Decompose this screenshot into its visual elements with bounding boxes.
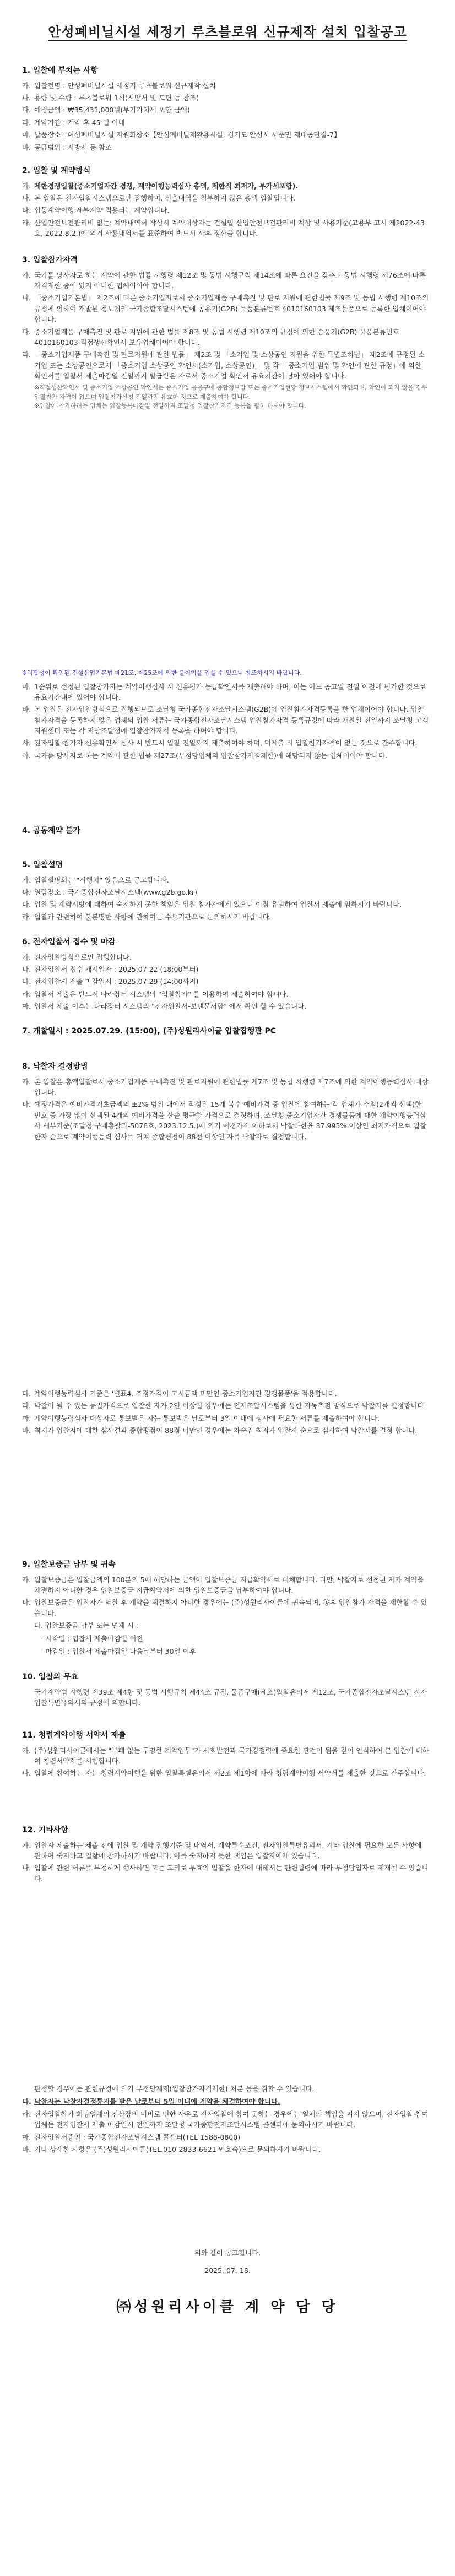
list-item: 바. 기타 상세한 사항은 (주)성원리사이클(TEL.010-2833-6621 인호숙)으로 문의하시기 바랍니다.: [22, 2145, 321, 2153]
issuer-name: ㈜성원리사이클 계 약 담 당: [116, 2299, 339, 2315]
list-item: 다. 입찰 및 계약시방에 대하여 숙지하지 못한 책임은 입찰 참가자에게 있으니 이점 유념하여 입찰서 제출에 임하시기 바랍니다.: [22, 900, 402, 909]
list-item: 라. 전자입찰참가 희망업체의 전산장비 미비로 인한 사유로 전자입찰에 참여 못하는 경우에는 일체의 책임을 지지 않으며, 전자입찰 참여 업체는 전자입찰서 제출 마감일시 전일까지 조달청 국가종합전자조달시스템 콜센터에 문의하시기 바랍니다.: [22, 2109, 429, 2129]
section-3: [22, 255, 430, 411]
section-heading: 10. 입찰의 무효: [22, 1673, 79, 1681]
list-item: 라. 낙찰이 될 수 있는 동일가격으로 입찰한 자가 2인 이상일 경우에는 전자조달시스템을 통한 자동추첨 방식으로 낙찰자를 결정합니다.: [22, 1401, 426, 1410]
list-item: 바. 본 입찰은 전자입찰방식으로 집행되므로 조달청 국가종합전자조달시스템(G2B)에 입찰참가자격등록을 한 업체이어야 합니다. 입찰참가자격을 등록하지 않은 업체의 입찰 서류는 국가종합전자조달시스템 입찰참가자격 등록규정에 따라 개찰일 전일까지 조달청 고객지원센터 또는 각 지방조달청에 입찰참가자격 등록을 하여야 합니다.: [22, 705, 429, 735]
section-heading: 5. 입찰설명: [22, 861, 63, 869]
section-4: [22, 825, 430, 841]
list-item: 나. 「중소기업기본법」 제2조에 따른 중소기업자로서 중소기업제품 구매촉진 및 판로 지원에 관한법률 제9조 및 동법 시행령 제10조의 규정에 의하여 개발된 정보처리 국가종합조달시스템에 공용기(G2B) 물품분류번호 4010160103 제조물품으로 등록한 업체이어야 합니다.: [22, 294, 429, 324]
list-item: 마. 입찰서 제출 이후는 나라장터 시스템의 "전자입찰서-보낸문서함" 에서 확인 할 수 있습니다.: [22, 1002, 307, 1011]
section-10: [22, 1671, 430, 1710]
section-12-continued: [22, 2082, 430, 2156]
list-item: 라. 입찰서 제출은 반드시 나라장터 시스템의 "입찰참가" 를 이용하여 제출하여야 합니다.: [22, 989, 289, 998]
list-item: 아. 국가를 당사자로 하는 계약에 관한 법률 제27조(부정당업체의 입찰참가자격제한)에 해당되지 않는 업체이어야 합니다.: [22, 751, 387, 760]
list-item: 마. 1순위로 선정된 입찰참가자는 계약이행심사 시 신용평가 등급확인서를 제출해야 하며, 이는 어느 공고일 전일 이전에 평가한 것으로 유효기간내에 있어야 합니다.: [22, 682, 426, 701]
section-heading: 3. 입찰참가자격: [22, 256, 78, 264]
list-item: - 마감일 : 입찰서 제출마감일 다음날부터 30일 이후: [34, 1647, 196, 1655]
body-text: 판정할 경우에는 관련규정에 의거 부정당제재(입찰참가자격제한) 처분 등을 취할 수 있습니다.: [34, 2085, 315, 2093]
section-8: [22, 1061, 430, 1144]
list-item: 가. 입찰자 제출하는 제출 전에 입찰 및 계약 집행기준 및 내역서, 계약특수조건, 전자입찰특별유의서, 기타 입찰에 필요한 모든 사항에 관하여 숙지하고 입찰에 참가하시기 바랍니다. 이를 숙지하지 못한 책임은 입찰자에게 있습니다.: [22, 1841, 422, 1860]
section-heading: 9. 입찰보증금 납부 및 귀속: [22, 1560, 116, 1569]
section-12: [22, 1825, 430, 1886]
section-heading: 11. 청렴계약이행 서약서 제출: [22, 1731, 126, 1740]
list-item: 마. 전자입찰서중인 : 국가종합전자조달시스템 콜센터(TEL 1588-0800): [22, 2133, 241, 2141]
list-item: 다. 협동계약이행 세부계약 적용되는 계약입니다.: [22, 206, 170, 215]
list-item: 가. 국가를 당사자로 하는 계약에 관한 법률 시행령 제12조 및 동법 시행규칙 제14조에 따른 요건을 갖추고 동법 시행령 제76조에 따른 자격제한 중에 있지 아니한 업체이어야 합니다.: [22, 270, 426, 290]
list-item: 가. 입찰보증금은 입찰금액의 100분의 5에 해당하는 금액이 입찰보증금 지급확약서로 대체합니다. 다만, 낙찰자로 선정된 자가 계약을 체결하지 아니한 경우 입찰보증금 지급확약서에 의한 입찰보증금을 납부하여야 합니다.: [22, 1575, 424, 1595]
note-text: ※직접생산확인서 및 중소기업 소상공인 확인서는 중소기업 공공구매 종합정보망 또는 중소기업현황 정보시스템에서 확인되며, 확인이 되지 않을 경우 입찰참가 자격이 없으며 입찰참가신청 전일까지 유효한 것으로 제출하여야 합니다. ※입찰에 참가하려는 업체는 입찰등록마감일 전일까지 조달청 입찰참가자격 등록을 필히 하셔야 합니다.: [34, 384, 427, 410]
list-item: 나. 입찰에 참여하는 자는 청렴계약이행을 위한 입찰특별유의서 제2조 제1항에 따라 청렴계약이행 서약서를 제출한 것으로 간주합니다.: [22, 1769, 426, 1778]
list-item: 나. 예정가격은 예비가격기초금액의 ±2% 범위 내에서 작성된 15개 복수 예비가격 중 입찰에 참여하는 각 업체가 추첨(2개씩 선택)한 번호 중 가장 많이 선택된 4개의 예비가격을 산술 평균한 가격으로 결정하며, 조달청 중소기업자간 경쟁물품에 대한 계약이행능력심사 세부기준(조달청 구매총괄과-5076호, 2023.12.5.)에 의거 예정가격 이하로서 낙찰하한율 87.995% 이상인 최저가격으로 입찰한자 순으로 계약이행능력 심사를 거쳐 종합평점이 88점 이상인 자를 낙찰자로 결정합니다.: [22, 1100, 427, 1141]
list-item: 나. 열람장소 : 국가종합전자조달시스템(www.g2b.go.kr): [22, 888, 198, 897]
list-item: 나. 전자입찰서 접수 개시일자 : 2025.07.22 (18:00부터): [22, 965, 199, 974]
list-item: 가. 본 입찰은 총액입찰로서 중소기업제품 구매촉진 및 판로지원에 관한법률 제7조 및 동법 시행령 제7조에 의한 계약이행능력심사 대상입니다.: [22, 1077, 429, 1097]
list-item: 라. 「중소기업제품 구매촉진 및 판로지원에 관한 법률」 제2조 및 「소기업 및 소상공인 지원을 위한 특별조치법」 제2조에 규정된 소기업 또는 소상공인으로서 「중소기업 소상공인 확인서(소기업, 소상공인)」 및 각 「중소기업 범위 및 확인에 관한 규정」에 의한 확인서를 입찰서 제출마감일 전일까지 발급받은 자로서 중소기업 확인서 유효기간이 남아 있어야 합니다.: [22, 350, 425, 381]
section-5: [22, 859, 430, 924]
list-item: 라. 입찰과 관련하여 불분명한 사항에 관하여는 수요기관으로 문의하시기 바랍니다.: [22, 912, 272, 921]
list-item: 나. 입찰에 관련 서류를 부정하게 행사하면 또는 고의로 무효의 입찰을 한자에 대해서는 관련법령에 따라 부정당업자로 제재될 수 있습니다.: [22, 1864, 429, 1883]
list-item: 다. 계약이행능력심사 기준은 '별표4. 추정가격이 고시금액 미만인 중소기업자간 경쟁물품'을 적용합니다.: [22, 1389, 337, 1398]
section-8-continued: [22, 1388, 430, 1438]
list-item: 바. 공급범위 : 시방서 등 참조: [22, 143, 112, 151]
list-item: 다. 입찰보증금 납부 또는 면제 시 :: [34, 1621, 139, 1630]
body-text: 국가계약법 시행령 제39조 제4항 및 동법 시행규칙 제44조 규정, 물품구매(제조)입찰유의서 제12조, 국가종합전자조달시스템 전자입찰특별유의서의 규정에 의합니다.: [34, 1687, 427, 1707]
list-item: 가. 전자입찰방식으로만 집행합니다.: [22, 953, 132, 961]
list-item: 가. (주)성원리사이클에서는 "부패 없는 투명한 계약업무"가 사회발전과 국가경쟁력에 중요한 관건이 됨을 깊이 인식하여 본 입찰에 대하여 청렴서약제를 시행합니다.: [22, 1746, 429, 1766]
notice-date: 2025. 07. 18.: [204, 2266, 251, 2275]
list-item: 마. 계약이행능력심사 대상자로 통보받은 자는 통보받은 날로부터 3일 이내에 심사에 필요한 서류를 제출하여야 합니다.: [22, 1414, 380, 1422]
section-11: [22, 1730, 430, 1781]
list-item: 가. 제한경쟁입찰(중소기업자간 경쟁, 계약이행능력심사 총액, 제한적 최저가, 부가세포함).: [22, 181, 299, 190]
list-item: 나. 입찰보증금은 입찰자가 낙찰 후 계약을 체결하지 아니한 경우에는 (주)성원리사이클에 귀속되며, 향후 입찰참가 자격을 제한할 수 있습니다.: [22, 1598, 427, 1617]
section-6: [22, 937, 430, 1014]
section-9: [22, 1559, 430, 1659]
list-item: 마. 납품장소 : 여성폐비닐시설 자원화장소【안성폐비닐재활용시설, 경기도 안성시 서운면 제대공단길-7】: [22, 131, 341, 139]
list-item: 가. 입찰설명회는 "시행치" 않음으로 공고합니다.: [22, 875, 169, 884]
list-item: 다. 낙찰자는 낙찰자결정통지를 받은 날로부터 5일 이내에 계약을 체결하여야 합니다.: [22, 2097, 280, 2106]
list-item: 다. 전자입찰서 제출 마감일시 : 2025.07.29 (14:00까지): [22, 977, 199, 986]
section-1: [22, 65, 430, 154]
section-7: [22, 1026, 430, 1041]
notice-closing: 위와 같이 공고합니다.: [194, 2249, 261, 2257]
list-item: - 시작일 : 입찰서 제출마감일 이전: [34, 1634, 143, 1643]
section-heading: 1. 입찰에 부치는 사항: [22, 66, 98, 75]
section-heading: 6. 전자입찰서 접수 및 마감: [22, 938, 116, 946]
list-item: 다. 예정금액 : ₩35,431,000원(부가가치세 포함 금액): [22, 106, 190, 115]
section-heading: 8. 낙찰자 결정방법: [22, 1062, 88, 1071]
section-heading: 12. 기타사항: [22, 1826, 68, 1834]
list-item: 가. 입찰건명 : 안성폐비닐시설 세정기 루츠블로워 신규제작 설치: [22, 81, 216, 90]
list-item: 나. 용량 및 수량 : 루츠블로워 1식(시방서 및 도면 등 참조): [22, 94, 199, 102]
note-text: ※적합성이 확인된 건설산업기본법 제21조, 제25조에 의한 불이익을 입을 수 있으니 참조하시기 바랍니다.: [22, 669, 302, 677]
list-item: 다. 중소기업제품 구매촉진 및 판로 지원에 관한 법률 제8조 및 동법 시행령 제10조의 규정에 의한 송풍기(G2B) 물품분류번호 4010160103 직접생산확인서 보유업체이어야 합니다.: [22, 327, 399, 347]
list-item: 사. 전자입찰 참가자 신용확인서 심사 시 반드시 입찰 전일까지 제출하여야 하며, 미제출 시 입찰참가자격이 없는 것으로 간주합니다.: [22, 739, 418, 748]
section-2: [22, 165, 430, 241]
section-heading: 4. 공동계약 불가: [22, 826, 80, 835]
list-item: 나. 본 입찰은 전자입찰시스템으로만 집행하며, 신출내역을 첨부하지 않은 총액 입찰입니다.: [22, 194, 296, 203]
list-item: 라. 계약기간 : 계약 후 45 일 이내: [22, 118, 125, 127]
section-heading: 7. 개찰일시 : 2025.07.29. (15:00), (주)성원리사이클 입찰집행관 PC: [22, 1027, 277, 1036]
list-item: 라. 산업안전보건관리비 없는: 계약내역서 작성시 계약대상자는 건설업 산업안전보건관리비 계상 및 사용기준(고용부 고시 제2022-43호, 2022.8.2.)에 의거 사용내역서를 표준하여 반드시 사후 정산을 합니다.: [22, 218, 425, 238]
section-3-continued: [22, 667, 430, 762]
section-heading: 2. 입찰 및 계약방식: [22, 166, 91, 175]
list-item: 바. 최저가 입찰자에 대한 심사결과 종합평점이 88점 미만인 경우에는 차순위 최저가 입찰자 순으로 심사하여 낙찰자를 결정 합니다.: [22, 1426, 418, 1435]
page-title: 안성폐비닐시설 세정기 루츠블로워 신규제작 설치 입찰공고: [48, 24, 407, 40]
